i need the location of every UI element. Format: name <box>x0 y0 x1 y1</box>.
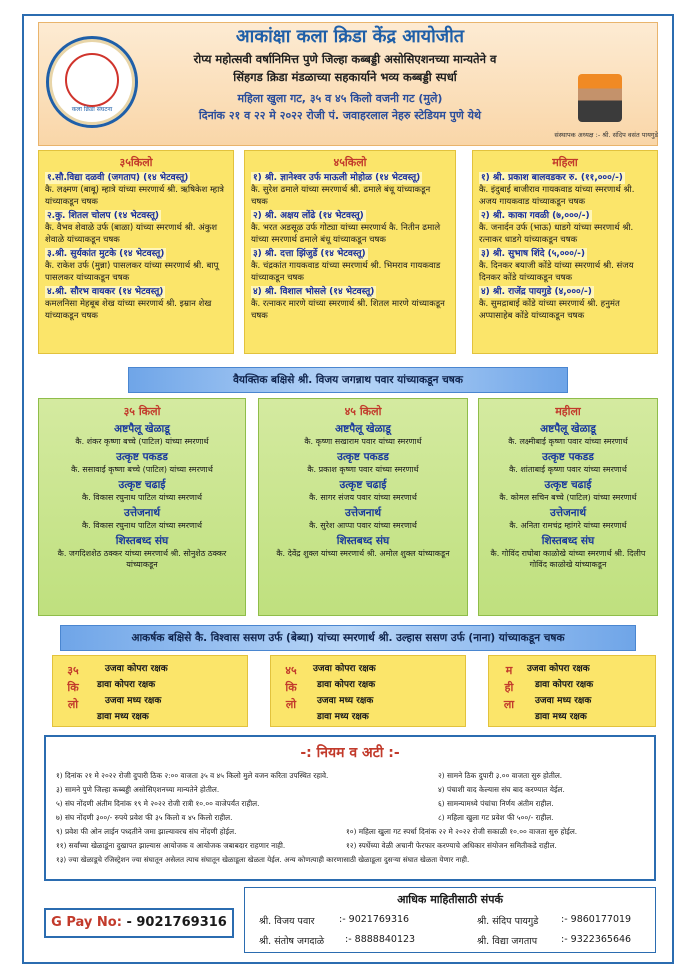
role-label: डावा कोपरा रक्षक <box>317 680 376 690</box>
award-name: शिस्तबध्द संघ <box>336 535 390 547</box>
group-tag <box>279 662 303 713</box>
awards-title: महीला <box>555 405 581 418</box>
award-sponsor: कै. अनिता रामचंद्र म्हांगरे यांच्या स्मरणार्थ <box>509 521 627 530</box>
rule-item: ४) पंचाशी वाद केल्यास संघ बाद करण्यात येईल. <box>438 785 565 794</box>
category-title: महिला <box>552 156 578 169</box>
prize-line: १) श्री. प्रकाश बालवडकर रु. (११,०००/-) <box>481 173 623 183</box>
award-sponsor: कै. विकास रघुनाथ पाटिल यांच्या स्मरणार्थ <box>81 521 203 530</box>
rule-item: ६) सामन्यामध्ये पंचांचा निर्णय अंतीम राहील. <box>438 799 554 808</box>
rule-item: १३) ज्या खेळाडूचे रजिस्ट्रेशन ज्या संघातून असेलत त्याच संघातून खेळाडूला खेळता येईल. अन्य कोणत्याही कारणासाठी खेळाडूला दुसऱ्या संघात खेळता येणार नाही. <box>56 855 470 864</box>
awards-women-box <box>478 398 658 616</box>
contact-phone: :- 9021769316 <box>339 914 410 925</box>
role-label: उजवा कोपरा रक्षक <box>527 664 590 674</box>
award-name: शिस्तबध्द संघ <box>115 535 169 547</box>
role-label: डावा मध्य रक्षक <box>535 712 587 722</box>
rule-item: १०) महिला खुला गट स्पर्धा दिनांक २२ मे २०२२ रोजी सकाळी १०.०० वाजता सुरु होईल. <box>346 827 578 836</box>
group-tag-part: कि <box>67 681 79 694</box>
award-name: उत्कृष्ट चढाई <box>544 479 592 491</box>
rule-item: २) सामने ठिक दुपारी ३.०० वाजता सुरु होतील. <box>438 771 563 780</box>
prize-description: कै. भरत अडसूळ उर्फ गोट्या यांच्या स्मरणार्थ कै. नितीन ढमाले यांच्या स्मरणार्थ ढमाले बंधू यांच्याकडून चषक <box>251 223 441 245</box>
award-name: उत्कृष्ट पकडड <box>116 451 168 463</box>
award-sponsor: कै. विकास रघुनाथ पाटिल यांच्या स्मरणार्थ <box>81 493 203 502</box>
award-name: उत्कृष्ट चढाई <box>339 479 387 491</box>
award-name: अष्टपैलू खेळाडू <box>114 423 170 435</box>
awards-45kg-box <box>258 398 468 616</box>
header-line-2: सिंहगड क्रिडा मंडळाच्या सहकार्याने भव्य कब्बड्डी स्पर्धा <box>233 70 457 84</box>
award-name: उत्कृष्ट चढाई <box>118 479 166 491</box>
contact-name: श्री. संदिप पायगुडे <box>477 916 539 927</box>
award-sponsor: कै. शांताबाई कृष्णा पवार यांच्या स्मरणार्थ <box>509 465 627 474</box>
rule-item: ८) महिला खुला गट प्रवेश फी ५००/- राहील. <box>438 813 554 822</box>
group-tag <box>497 662 521 713</box>
prize-line: ३) श्री. सुभाष शिंदे (५,०००/-) <box>481 249 586 259</box>
founder-caption: संस्थापक अध्यक्ष :- श्री. संदिप वसंत पायगुडे <box>554 131 658 139</box>
rule-item: १) दिनांक २१ मे २०२२ रोजी दुपारी ठिक २:०० वाजता ३५ व ४५ किलो मुले वजन करिता उपस्थित रहावे. <box>56 771 329 780</box>
prize-description: कै. जनार्दन उर्फ (भाऊ) धाडगे यांच्या स्मरणार्थ श्री. रत्नाकर धाडगे यांच्याकडून चषक <box>479 223 634 245</box>
rules-box <box>44 735 656 881</box>
rule-item: ११) सर्वांच्या खेळाडूंना दुखापत झाल्यास आयोजक व आयोजक जबाबदार राहणार नाही. <box>56 841 286 850</box>
role-label: डावा कोपरा रक्षक <box>97 680 156 690</box>
role-label: डावा मध्य रक्षक <box>317 712 369 722</box>
prize-line: २.कु. शितल चोलप (१४ भेटवस्तू) <box>47 211 159 221</box>
award-sponsor: कै. देवेंद्र शुक्ल यांच्या स्मरणार्थ श्री. अमोल शुक्ल यांच्याकडून <box>276 549 450 558</box>
role-label: उजवा कोपरा रक्षक <box>313 664 376 674</box>
attractive-prizes-banner: आकर्षक बक्षिसे कै. विश्वास ससण उर्फ (बेब्या) यांच्या स्मरणार्थ श्री. उल्हास ससण उर्फ (नाना) यांच्याकडून चषक <box>60 625 636 651</box>
award-name: अष्टपैलू खेळाडू <box>540 423 596 435</box>
prize-line: ४) श्री. राजेंद्र पायगुडे (४,०००/-) <box>481 287 592 297</box>
prize-line: ३.श्री. सुर्यकांत मुटके (१४ भेटवस्तू) <box>47 249 165 259</box>
award-name: उत्कृष्ट पकडड <box>542 451 594 463</box>
role-label: डावा मध्य रक्षक <box>97 712 149 722</box>
logo-text: कला क्रिडा संघटना <box>71 106 113 113</box>
contact-title: आधिक माहितीसाठी संपर्क <box>397 893 503 906</box>
contact-name: श्री. संतोष जगदाळे <box>259 936 325 947</box>
prize-description: कै. राकेश उर्फ (मुन्ना) पासलकर यांच्या स्मरणार्थ श्री. बापू पासलकर यांच्याकडून चषक <box>45 261 219 283</box>
gpay-value: - 9021769316 <box>126 915 227 930</box>
founder-photo <box>578 74 622 122</box>
role-label: उजवा कोपरा रक्षक <box>105 664 168 674</box>
individual-prizes-banner: वैयक्तिक बक्षिसे श्री. विजय जगन्नाथ पवार यांच्याकडून चषक <box>128 367 568 393</box>
prize-description: कै. सुरेश ढमाले यांच्या स्मरणार्थ श्री. ढमाले बंधू यांच्याकडून चषक <box>251 185 431 207</box>
award-name: उत्तेजनार्थ <box>344 507 382 519</box>
prize-description: कै. इंदुबाई बाजीराव गायकवाड यांच्या स्मरणार्थ श्री. अजय गायकवाड यांच्याकडून चषक <box>479 185 635 207</box>
award-sponsor: कै. ससावाई कृष्णा बच्चे (पाटिल) यांच्या स्मरणार्थ <box>71 465 213 474</box>
category-title: ४५किलो <box>333 156 367 169</box>
contact-phone: :- 9322365646 <box>561 934 632 945</box>
award-name: उत्तेजनार्थ <box>123 507 161 519</box>
award-sponsor: कै. शंकर कृष्णा बच्चे (पाटिल) यांच्या स्मरणार्थ <box>75 437 209 446</box>
prize-description: कै. लक्ष्मण (बाबू) म्हात्रे यांच्या स्मरणार्थ श्री. ऋषिकेश म्हात्रे यांच्याकडून चषक <box>45 185 224 207</box>
award-sponsor: कै. प्रकाश कृष्णा पवार यांच्या स्मरणार्थ <box>307 465 419 474</box>
category-women-box <box>472 150 658 354</box>
rule-item: १२) स्पर्धेच्या वेळी अचानी फेरफार करण्याचे अधिकार संयोजन समितीकडे राहील. <box>346 841 557 850</box>
role-label: उजवा मध्य रक्षक <box>535 696 592 706</box>
awards-title: ४५ किलो <box>344 405 382 418</box>
group-tag-part: ही <box>504 681 514 694</box>
award-name: उत्कृष्ट पकडड <box>337 451 389 463</box>
role-label: डावा कोपरा रक्षक <box>535 680 594 690</box>
gpay-number <box>44 908 234 938</box>
header-line-3: महिला खुला गट, ३५ व ४५ किलो वजनी गट (मुले) <box>237 92 443 105</box>
awards-35kg-box <box>38 398 246 616</box>
rule-item: ३) सामने पुणे जिल्हा कब्बड्डी असोसिएशनच्या मान्यतेने होतील. <box>56 785 220 794</box>
prize-description: कै. चंद्रकांत गायकवाड यांच्या स्मरणार्थ श्री. भिमराव गायकवाड यांच्याकडून चषक <box>251 261 441 283</box>
group-tag-part: लो <box>67 698 79 711</box>
group-tag-part: म <box>505 664 513 677</box>
group-tag-part: ३५ <box>67 664 79 677</box>
defender-awards-45kg <box>270 655 466 727</box>
award-sponsor: कै. जगदिशशेठ ठक्कर यांच्या स्मरणार्थ श्री. सोनुशेठ ठक्कर यांच्याकडून <box>57 549 227 569</box>
prize-description: कै. रत्नाकर मारणे यांच्या स्मरणार्थ श्री. शितल मारणे यांच्याकडून चषक <box>251 299 445 321</box>
award-name: शिस्तबध्द संघ <box>541 535 595 547</box>
prize-description: कै. दिनकर बयाजी कोंडे यांच्या स्मरणार्थ श्री. संजय दिनकर कोंडे यांच्याकडून चषक <box>479 261 634 283</box>
contact-name: श्री. विजय पवार <box>259 916 315 927</box>
category-35kg-box <box>38 150 234 354</box>
rule-item: ७) संघ नोंदणी ३००/- रुपये प्रवेश फी ३५ किलो व ४५ किलो राहील. <box>56 813 233 822</box>
group-tag-part: लो <box>285 698 297 711</box>
prize-line: १) श्री. ज्ञानेश्वर उर्फ माऊली मोहोळ (१४ भेटवस्तू) <box>253 173 421 183</box>
gpay-label: G Pay No: <box>51 915 122 930</box>
prize-line: ३) श्री. दत्ता झिंजुर्डे (१४ भेटवस्तू) <box>253 249 366 259</box>
category-title: ३५किलो <box>119 156 153 169</box>
prize-line: १.सौ.विद्या दळवी (जगताप) (१४ भेटवस्तू) <box>47 173 189 183</box>
rule-item: ९) प्रवेश फी ओन लाईन पध्दतीने जमा झाल्यावरच संघ नोंदणी होईल. <box>56 827 237 836</box>
award-sponsor: कै. सुरेश आप्पा पवार यांच्या स्मरणार्थ <box>309 521 417 530</box>
group-tag <box>61 662 85 713</box>
award-sponsor: कै. कृष्णा सखाराम पवार यांच्या स्मरणार्थ <box>304 437 422 446</box>
award-sponsor: कै. सागर संजय पवार यांच्या स्मरणार्थ <box>309 493 417 502</box>
prize-description: कै. वैभव शेवाळे उर्फ (बाळा) यांच्या स्मरणार्थ श्री. अंकुश शेवाळे यांच्याकडून चषक <box>45 223 217 245</box>
prize-line: २) श्री. काका गवळी (७,०००/-) <box>481 211 590 221</box>
group-tag-part: ला <box>503 698 515 711</box>
award-sponsor: कै. लक्ष्मीबाई कृष्णा पवार यांच्या स्मरणार्थ <box>508 437 628 446</box>
award-sponsor: कै. कोमल सचिन बच्चे (पाटिल) यांच्या स्मरणार्थ <box>499 493 637 502</box>
rule-item: ५) संघ नोंदणी अंतीम दिनांक १९ मे २०२२ रोजी रात्री १०.०० वाजेपर्यंत राहील. <box>56 799 260 808</box>
award-name: उत्तेजनार्थ <box>549 507 587 519</box>
rules-title: -: नियम व अटी :- <box>300 745 400 761</box>
contact-phone: :- 8888840123 <box>345 934 416 945</box>
awards-title: ३५ किलो <box>123 405 161 418</box>
award-name: अष्टपैलू खेळाडू <box>335 423 391 435</box>
defender-awards-35kg <box>52 655 248 727</box>
poster-title: आकांक्षा कला क्रिडा केंद्र आयोजीत <box>235 26 465 47</box>
defender-awards-women <box>488 655 656 727</box>
prize-line: २) श्री. अक्षय लोंढे (१४ भेटवस्तू) <box>253 211 364 221</box>
category-45kg-box <box>244 150 456 354</box>
contact-phone: :- 9860177019 <box>561 914 632 925</box>
prize-description: कै. सुमद्राबाई कोंडे यांच्या स्मरणार्थ श्री. हनुमंत अप्पासाहेब कोंडे यांच्याकडून चषक <box>479 299 620 321</box>
header-line-4: दिनांक २१ व २२ मे २०२२ रोजी पं. जवाहरलाल नेहरु स्टेडियम पुणे येथे <box>198 109 482 122</box>
role-label: उजवा मध्य रक्षक <box>105 696 162 706</box>
group-tag-part: कि <box>285 681 297 694</box>
prize-line: ४.श्री. सौरभ वायकर (१४ भेटवस्तू) <box>47 287 164 297</box>
contact-box <box>244 887 656 953</box>
group-tag-part: ४५ <box>285 664 297 677</box>
contact-name: श्री. विद्या जगताप <box>477 936 538 947</box>
header-line-1: रोप्य महोत्सवी वर्षानिमित्त पुणे जिल्हा कब्बड्डी असोसिएशनच्या मान्यतेने व <box>193 52 497 66</box>
role-label: उजवा मध्य रक्षक <box>317 696 374 706</box>
prize-description: कमलनिसा मेहबूब शेख यांच्या स्मरणार्थ श्री. इम्रान शेख यांच्याकडून चषक <box>45 299 212 321</box>
prize-line: ४) श्री. विशाल भोसले (१४ भेटवस्तू) <box>253 287 375 297</box>
award-sponsor: कै. गोविंद राघोबा काळोखे यांच्या स्मरणार्थ श्री. दिलीप गोविंद काळोखे यांच्याकडून <box>490 549 646 569</box>
